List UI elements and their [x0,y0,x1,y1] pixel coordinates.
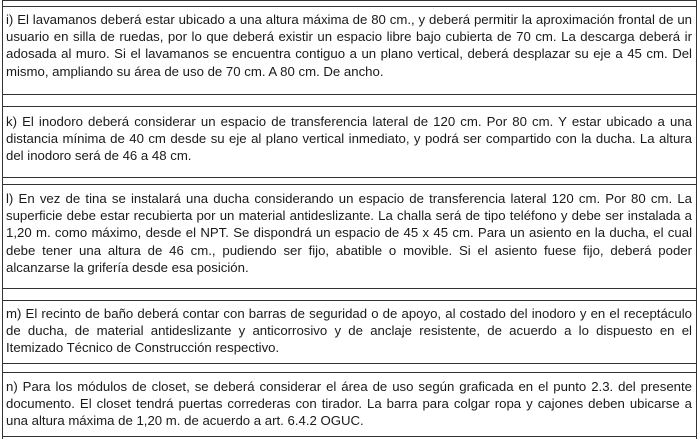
table-rule [2,300,697,301]
paragraph-l: l) En vez de tina se instalará una ducha considerando un espacio de transferencia lateral 120 cm. Por 80 cm. La superficie debe estar recubierta por un material antideslizante. La challa será de tipo teléfono y debe ser instalada a 1,20 m. como máximo, desde el NPT. Se dispondrá un espacio de 45 x 45 cm. Para un asiento en la ducha, el cual debe tener una altura de 46 cm., pudiendo ser fijo, abatible o movible. Si el asiento fuese fijo, deberá poder alcanzarse la grifería desde esa posición. [6,191,692,275]
table-rule [2,0,697,1]
table-border-left [2,0,3,439]
paragraph-k: k) El inodoro deberá considerar un espacio de transferencia lateral de 120 cm. Por 80 cm. Y estar ubicado a una distancia mínima de 40 cm desde su eje al plano vertical inmediato, y podrá ser compartido con la ducha. La altura del inodoro será de 46 a 48 cm. [6,114,692,164]
table-rule [2,184,697,185]
table-rule [2,436,697,437]
table-rule [2,6,697,7]
table-rule [2,363,697,364]
table-rule [2,106,697,107]
table-border-right [696,0,697,439]
table-rule [2,177,697,178]
table-rule [2,372,697,373]
paragraph-m: m) El recinto de baño deberá contar con barras de seguridad o de apoyo, al costado del inodoro y en el receptáculo de ducha, de material antideslizante y anticorrosivo y de anclaje resistente, de acuerdo a lo dispuesto en el Itemizado Técnico de Construcción respectivo. [6,306,692,356]
table-rule [2,288,697,289]
paragraph-i: i) El lavamanos deberá estar ubicado a una altura máxima de 80 cm., y deberá permitir la aproximación frontal de un usuario en silla de ruedas, por lo que deberá existir un espacio libre bajo cubierta de 70 cm. La descarga deberá ir adosada al muro. Si el lavamanos se encuentra contiguo a un plano vertical, deberá desplazar su eje a 45 cm. Del mismo, ampliando su área de uso de 70 cm. A 80 cm. De ancho. [6,12,692,79]
table-rule [2,94,697,95]
paragraph-n: n) Para los módulos de closet, se deberá considerar el área de uso según graficada en el punto 2.3. del presente documento. El closet tendrá puertas correderas con tirador. La barra para colgar ropa y cajones deben ubicarse a una altura máxima de 1,20 m. de acuerdo a art. 6.4.2 OGUC. [6,379,692,429]
